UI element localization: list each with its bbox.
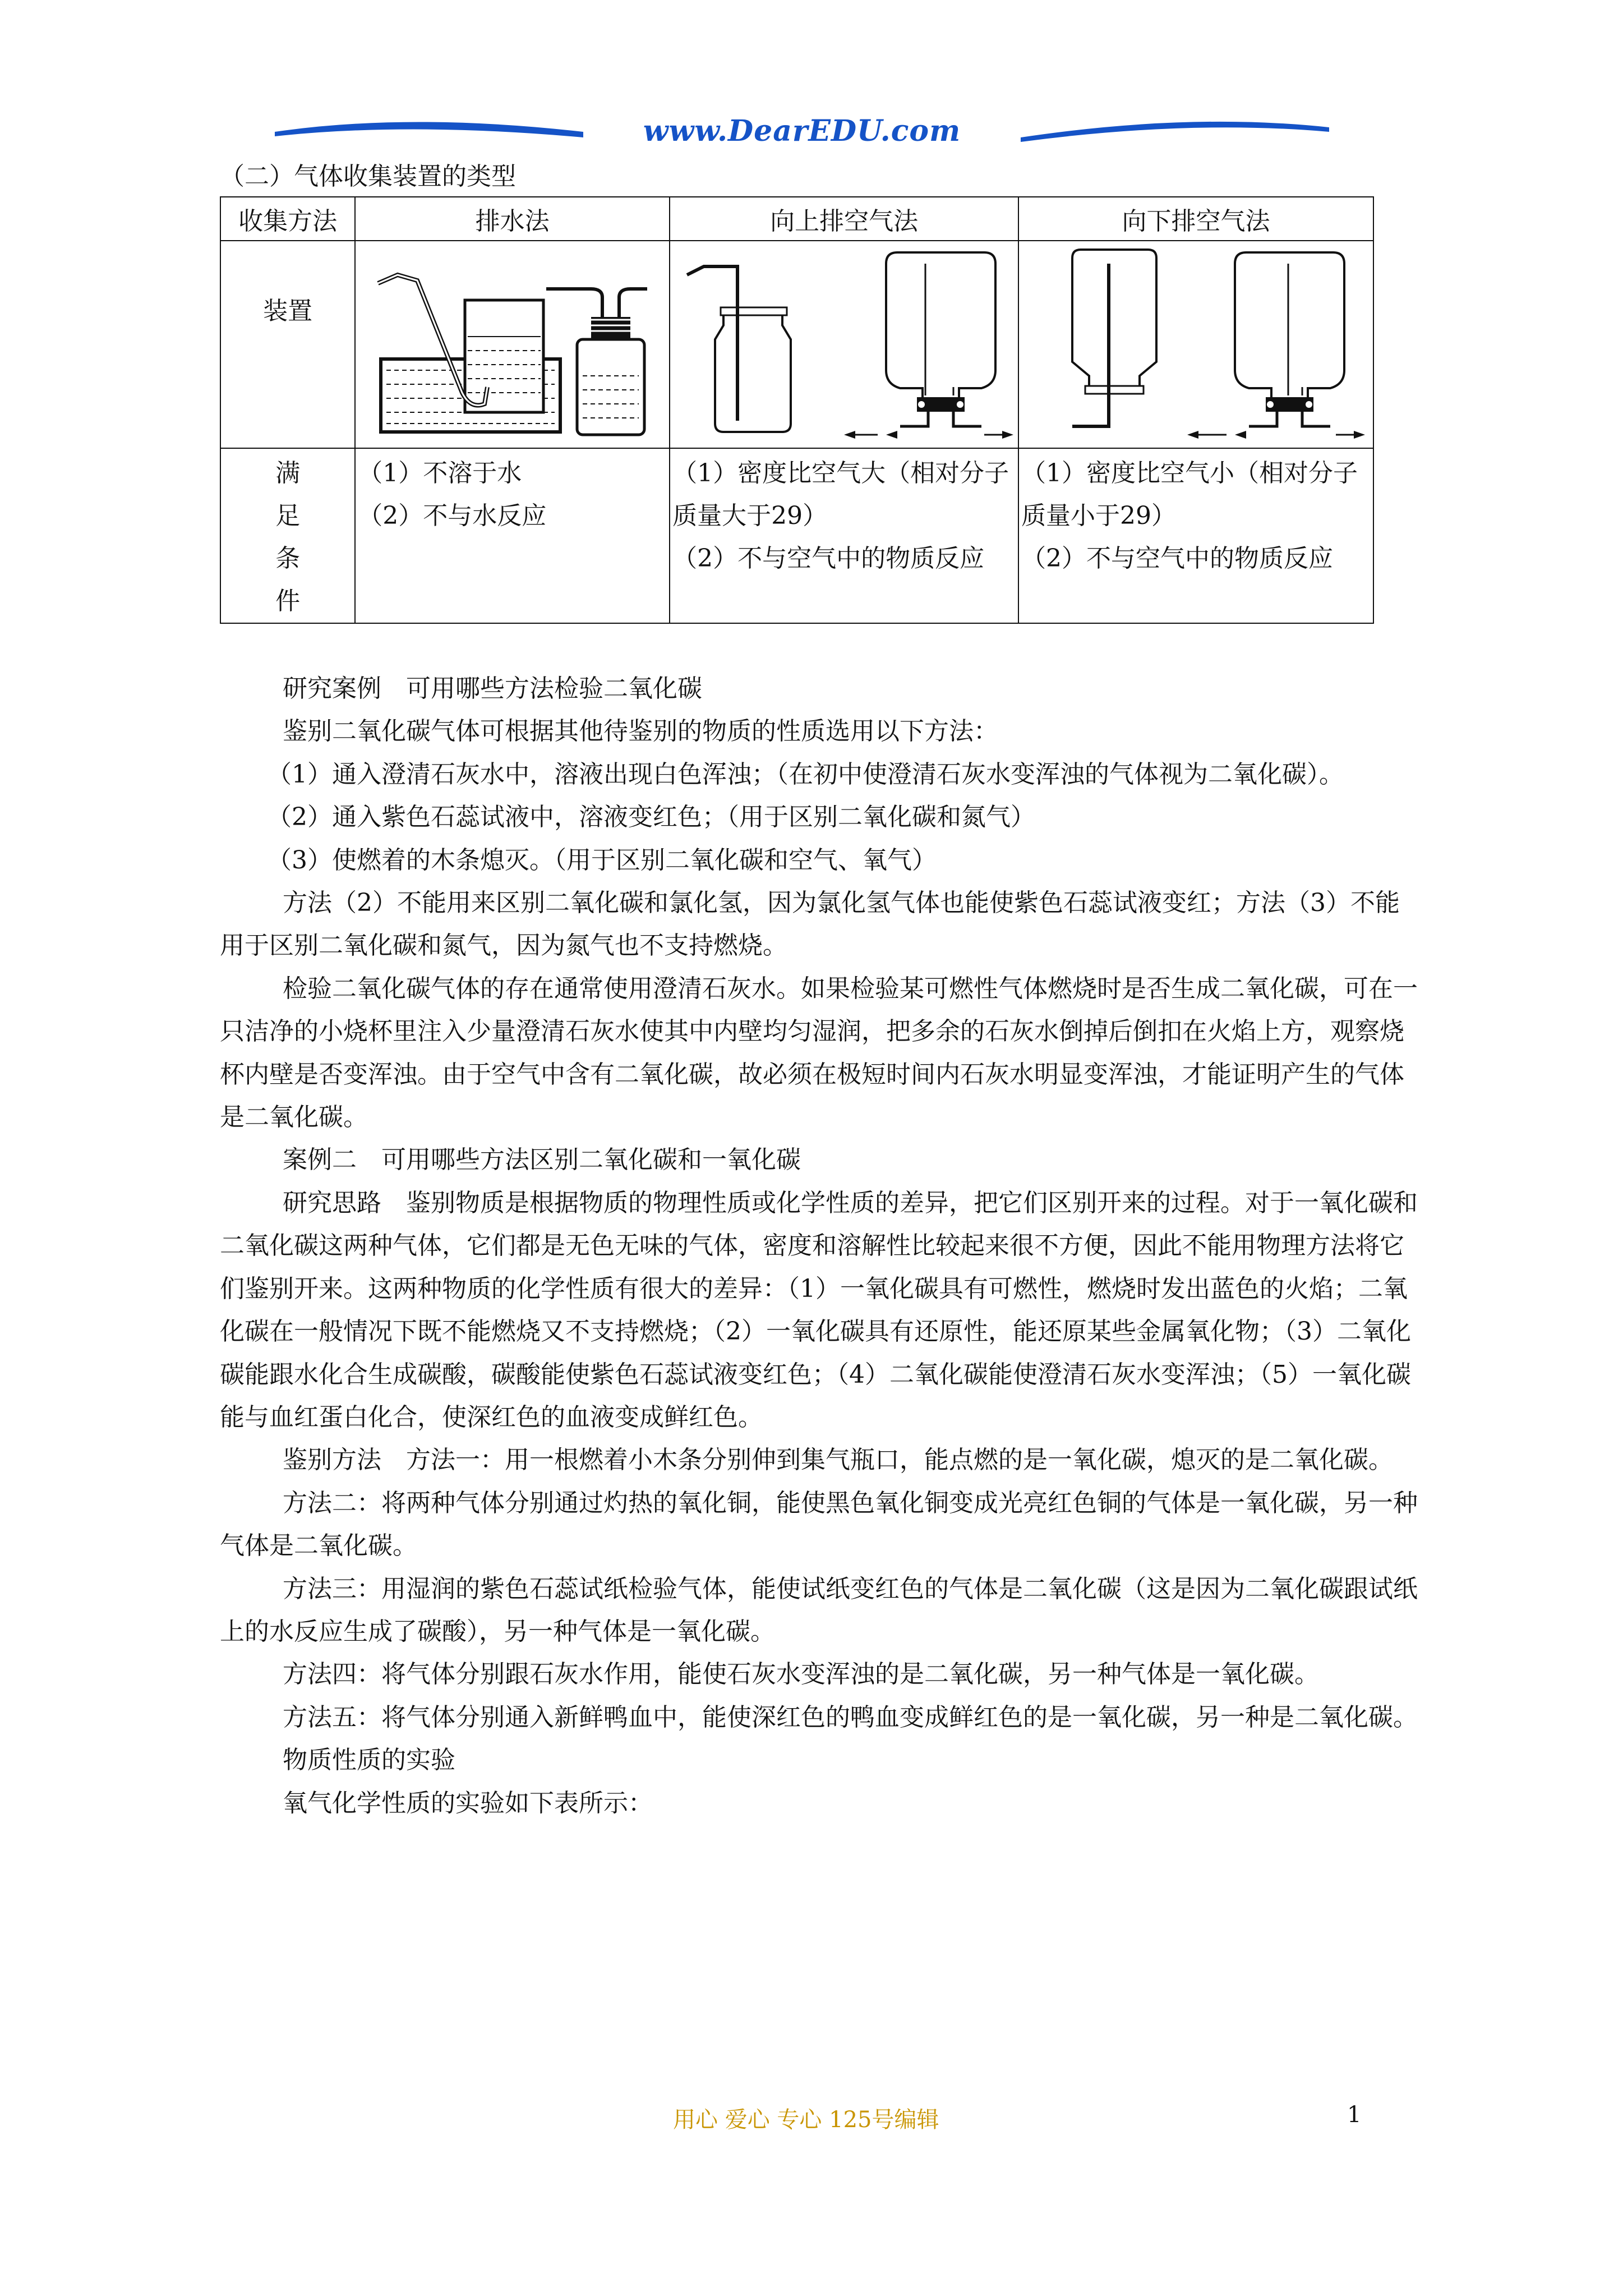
device-label: 装置 [220,241,355,448]
condition-cell-upward: （1）密度比空气大（相对分子质量大于29） （2）不与空气中的物质反应 [670,448,1018,623]
table-header-row [220,197,1373,241]
paragraph: 方法五：将气体分别通入新鲜鸭血中，能使深红色的鸭血变成鲜红色的是一氧化碳，另一种是二氧化碳。 [283,1703,1418,1732]
paragraph: 物质性质的实验 [283,1746,455,1775]
device-cell [1018,241,1373,448]
section-title: （二）气体收集装置的类型 [220,162,516,191]
paragraph: 研究案例 可用哪些方法检验二氧化碳 [283,674,702,703]
paragraph: 氧气化学性质的实验如下表所示： [283,1788,653,1818]
paragraph: （3）使燃着的木条熄灭。（用于区别二氧化碳和空气、氧气） [267,845,937,875]
header-cell: 排水法 [355,197,670,241]
header-cell: 向上排空气法 [670,197,1018,241]
conditions-row [220,448,1373,623]
paragraph: 检验二氧化碳气体的存在通常使用澄清石灰水。如果检验某可燃性气体燃烧时是否生成二氧化碳，可在一只洁净的小烧杯里注入少量澄清石灰水使其中内壁均匀湿润，把多余的石灰水倒掉后倒扣在火焰上方，观察烧杯内壁是否变浑浊。由于空气中含有二氧化碳，故必须在极短时间内石灰水明显变浑浊，才能证明产生的气体是二氧化碳。 [220,974,1418,1132]
downward-air-displacement-apparatus-icon [1019,241,1371,447]
water-displacement-apparatus-icon [356,241,667,447]
conditions-label: 满 足 条 件 [220,448,355,623]
condition-cell-downward: （1）密度比空气小（相对分子质量小于29） （2）不与空气中的物质反应 [1018,448,1373,623]
header-cell: 向下排空气法 [1018,197,1373,241]
article-body [220,668,1418,1825]
header-cell: 收集方法 [220,197,355,241]
paragraph: （2）通入紫色石蕊试液中，溶液变红色；（用于区别二氧化碳和氮气） [267,803,1035,832]
device-cell [670,241,1018,448]
footer-note: 用心 爱心 专心 125号编辑 [673,2107,939,2133]
paragraph: 案例二 可用哪些方法区别二氧化碳和一氧化碳 [283,1145,801,1175]
paragraph: 研究思路 鉴别物质是根据物质的物理性质或化学性质的差异，把它们区别开来的过程。对于一氧化碳和二氧化碳这两种气体，它们都是无色无味的气体，密度和溶解性比较起来很不方便，因此不能用物理方法将它们鉴别开来。这两种物质的化学性质有很大的差异：（1）一氧化碳具有可燃性，燃烧时发出蓝色的火焰；二氧化碳在一般情况下既不能燃烧又不支持燃烧；（2）一氧化碳具有还原性，能还原某些金属氧化物；（3）二氧化碳能跟水化合生成碳酸，碳酸能使紫色石蕊试液变红色；（4）二氧化碳能使澄清石灰水变浑浊；（5）一氧化碳能与血红蛋白化合，使深红色的血液变成鲜红色。 [220,1188,1418,1432]
page-number: 1 [1347,2102,1362,2128]
collection-methods-table [220,196,1374,624]
site-url[interactable]: www.DearEDU.com [643,114,961,148]
paragraph: 鉴别方法 方法一：用一根燃着小木条分别伸到集气瓶口，能点燃的是一氧化碳，熄灭的是二氧化碳。 [283,1446,1393,1475]
device-cell [355,241,670,448]
device-row [220,241,1373,448]
paragraph: 方法四：将气体分别跟石灰水作用，能使石灰水变浑浊的是二氧化碳，另一种气体是一氧化碳。 [283,1660,1319,1689]
condition-cell-water: （1）不溶于水 （2）不与水反应 [355,448,670,623]
paragraph: （1）通入澄清石灰水中，溶液出现白色浑浊；（在初中使澄清石灰水变浑浊的气体视为二氧化碳）。 [267,760,1344,789]
paragraph: 方法三：用湿润的紫色石蕊试纸检验气体，能使试纸变红色的气体是二氧化碳（这是因为二氧化碳跟试纸上的水反应生成了碳酸），另一种气体是一氧化碳。 [220,1574,1418,1646]
paragraph: 方法（2）不能用来区别二氧化碳和氯化氢，因为氯化氢气体也能使紫色石蕊试液变红；方法（3）不能用于区别二氧化碳和氮气，因为氮气也不支持燃烧。 [220,889,1400,960]
paragraph: 方法二：将两种气体分别通过灼热的氧化铜，能使黑色氧化铜变成光亮红色铜的气体是一氧化碳，另一种气体是二氧化碳。 [220,1488,1418,1561]
upward-air-displacement-apparatus-icon [670,241,1016,447]
paragraph: 鉴别二氧化碳气体可根据其他待鉴别的物质的性质选用以下方法： [283,717,998,746]
site-banner [269,109,1335,160]
